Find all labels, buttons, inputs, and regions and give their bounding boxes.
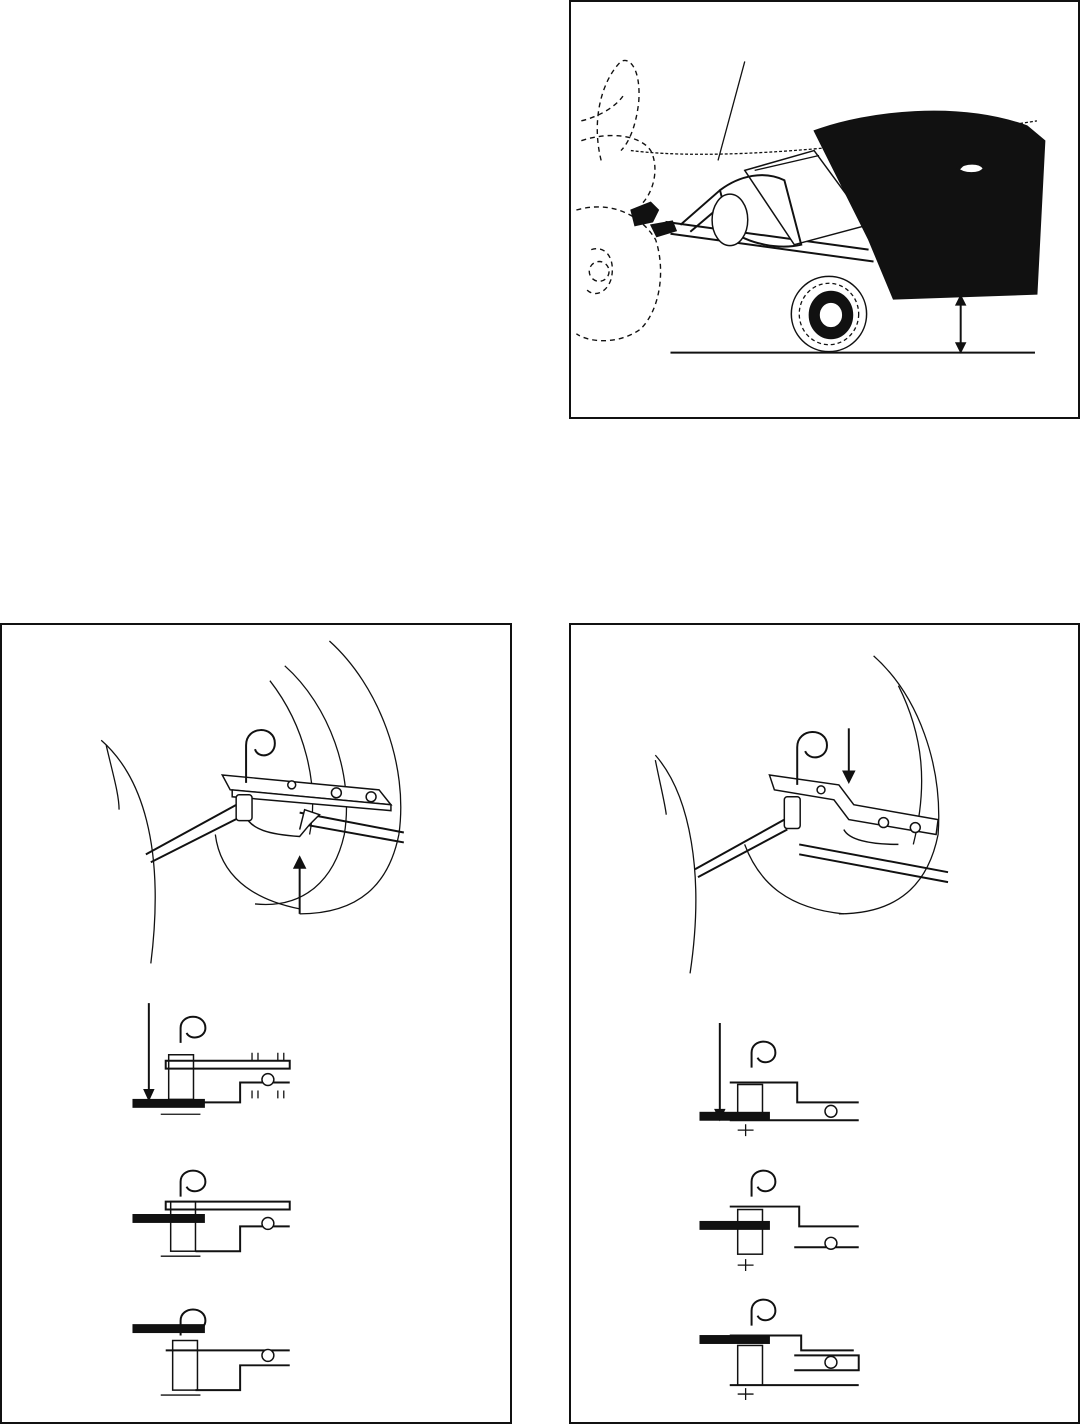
sweeper-illustration — [571, 2, 1078, 417]
sweeper-illustration-frame — [569, 0, 1080, 419]
hitch-detail-right-frame — [569, 623, 1080, 1424]
sweeper-wheel — [791, 276, 866, 351]
bolt-icon — [366, 792, 376, 802]
bolt-icon — [910, 823, 920, 833]
side-view-3 — [700, 1300, 859, 1400]
hitch-detail-right — [571, 625, 1078, 1422]
arrow-icon — [294, 856, 306, 914]
rear-wheel — [712, 194, 748, 246]
hitch-detail-left — [2, 625, 510, 1422]
bolt-icon — [879, 818, 889, 828]
tractor-outline — [576, 60, 660, 340]
side-view-2 — [133, 1171, 290, 1257]
side-view-1 — [133, 1003, 290, 1114]
callout-leader-line — [718, 61, 745, 160]
hitch-detail-left-frame — [0, 623, 512, 1424]
double-arrow-icon — [956, 295, 966, 352]
bolt-icon — [331, 788, 341, 798]
side-view-2 — [700, 1171, 859, 1271]
side-view-3 — [133, 1309, 290, 1395]
side-view-1 — [700, 1023, 859, 1136]
hitch-pin-icon — [236, 730, 275, 821]
arrow-icon — [843, 728, 855, 783]
